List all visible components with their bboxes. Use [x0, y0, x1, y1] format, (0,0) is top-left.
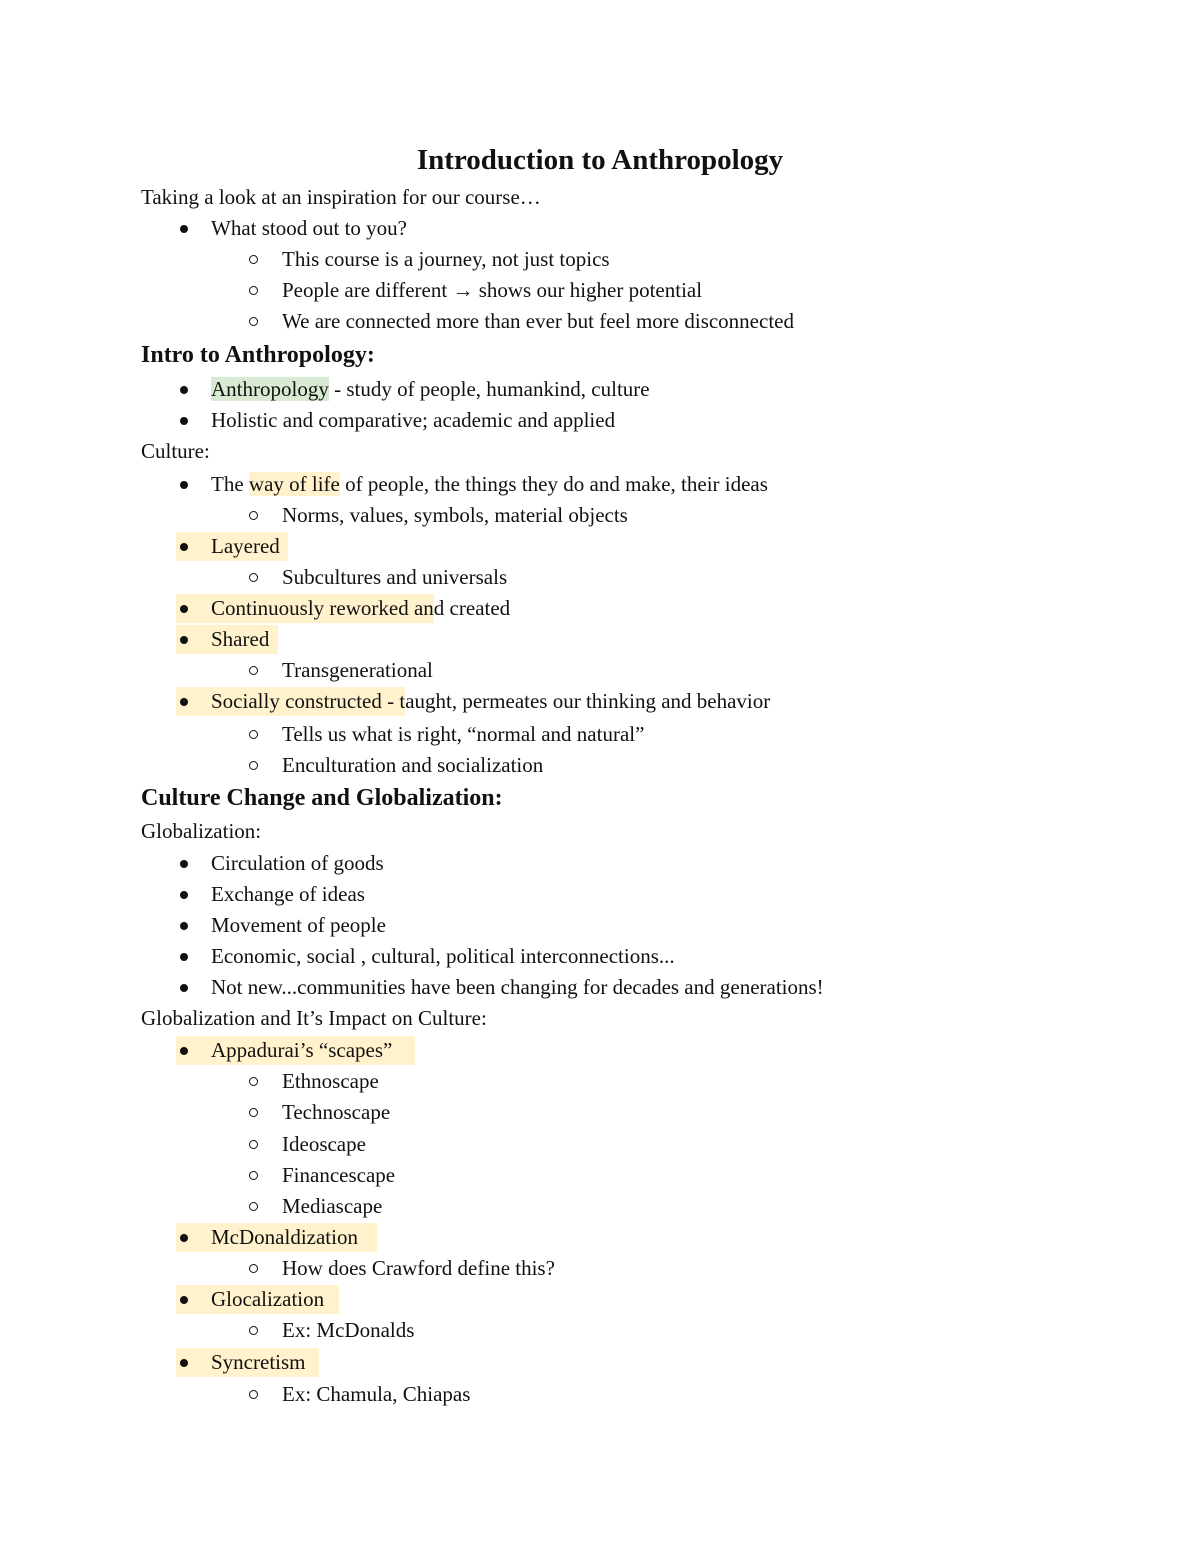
paragraph-label: Culture:	[141, 439, 210, 463]
bullet-icon	[180, 953, 188, 961]
sub-list-item: Ex: Chamula, Chiapas	[0, 1379, 1200, 1410]
paragraph-label: Globalization:	[141, 819, 262, 843]
highlighted-term: Anthropology	[211, 377, 329, 401]
circle-bullet-icon	[249, 761, 258, 770]
list-item: Exchange of ideas	[0, 879, 1200, 910]
sub-list-item: Subcultures and universals	[0, 562, 1200, 593]
circle-bullet-icon	[249, 1171, 258, 1180]
list-item: Not new...communities have been changing for decades and generations!	[0, 972, 1200, 1003]
bullet-icon	[180, 386, 188, 394]
section-heading: Intro to Anthropology:	[141, 342, 375, 368]
list-item: Continuously reworked and created	[0, 593, 1200, 624]
sub-list-item: People are different → shows our higher potential	[0, 275, 1200, 306]
sub-list-item: Norms, values, symbols, material objects	[0, 500, 1200, 531]
bullet-icon	[180, 1359, 188, 1367]
list-item: Syncretism	[0, 1347, 1200, 1378]
bullet-icon	[180, 860, 188, 868]
list-item: Circulation of goods	[0, 848, 1200, 879]
list-item: Layered	[0, 531, 1200, 562]
sub-list-item: Enculturation and socialization	[0, 750, 1200, 781]
list-item: Shared	[0, 624, 1200, 655]
bullet-icon	[180, 698, 188, 706]
circle-bullet-icon	[249, 255, 258, 264]
sub-list-item: Tells us what is right, “normal and natural”	[0, 719, 1200, 750]
circle-bullet-icon	[249, 1108, 258, 1117]
sub-list-item: Ethnoscape	[0, 1066, 1200, 1097]
bullet-icon	[180, 1296, 188, 1304]
bullet-icon	[180, 417, 188, 425]
bullet-icon	[180, 891, 188, 899]
circle-bullet-icon	[249, 1202, 258, 1211]
sub-list-item: Ex: McDonalds	[0, 1315, 1200, 1346]
list-item: Economic, social , cultural, political interconnections...	[0, 941, 1200, 972]
list-item: Socially constructed - taught, permeates our thinking and behavior	[0, 686, 1200, 717]
sub-list-item: Ideoscape	[0, 1129, 1200, 1160]
bullet-icon	[180, 605, 188, 613]
list-item: Appadurai’s “scapes”	[0, 1035, 1200, 1066]
circle-bullet-icon	[249, 1140, 258, 1149]
list-item: The way of life of people, the things they do and make, their ideas	[0, 469, 1200, 500]
bullet-icon	[180, 1234, 188, 1242]
list-item: Anthropology - study of people, humankind, culture	[0, 374, 1200, 405]
bullet-icon	[180, 225, 188, 233]
bullet-icon	[180, 1047, 188, 1055]
sub-list-item: We are connected more than ever but feel more disconnected	[0, 306, 1200, 337]
intro-line: Taking a look at an inspiration for our course…	[141, 185, 541, 209]
circle-bullet-icon	[249, 730, 258, 739]
circle-bullet-icon	[249, 1326, 258, 1335]
section-heading: Culture Change and Globalization:	[141, 785, 503, 811]
circle-bullet-icon	[249, 666, 258, 675]
list-item: Movement of people	[0, 910, 1200, 941]
list-item: What stood out to you?	[0, 213, 1200, 244]
bullet-icon	[180, 984, 188, 992]
circle-bullet-icon	[249, 511, 258, 520]
sub-list-item: Mediascape	[0, 1191, 1200, 1222]
sub-list-item: Financescape	[0, 1160, 1200, 1191]
document-title: Introduction to Anthropology	[416, 144, 784, 176]
bullet-icon	[180, 543, 188, 551]
sub-list-item: This course is a journey, not just topics	[0, 244, 1200, 275]
bullet-icon	[180, 636, 188, 644]
circle-bullet-icon	[249, 317, 258, 326]
paragraph-label: Globalization and It’s Impact on Culture:	[141, 1006, 487, 1030]
highlighted-term: way of life	[248, 472, 340, 496]
list-item: Holistic and comparative; academic and applied	[0, 405, 1200, 436]
circle-bullet-icon	[249, 286, 258, 295]
circle-bullet-icon	[249, 573, 258, 582]
sub-list-item: Technoscape	[0, 1097, 1200, 1128]
list-item: McDonaldization	[0, 1222, 1200, 1253]
sub-list-item: How does Crawford define this?	[0, 1253, 1200, 1284]
circle-bullet-icon	[249, 1077, 258, 1086]
bullet-icon	[180, 922, 188, 930]
circle-bullet-icon	[249, 1390, 258, 1399]
circle-bullet-icon	[249, 1264, 258, 1273]
sub-list-item: Transgenerational	[0, 655, 1200, 686]
list-item: Glocalization	[0, 1284, 1200, 1315]
bullet-icon	[180, 481, 188, 489]
